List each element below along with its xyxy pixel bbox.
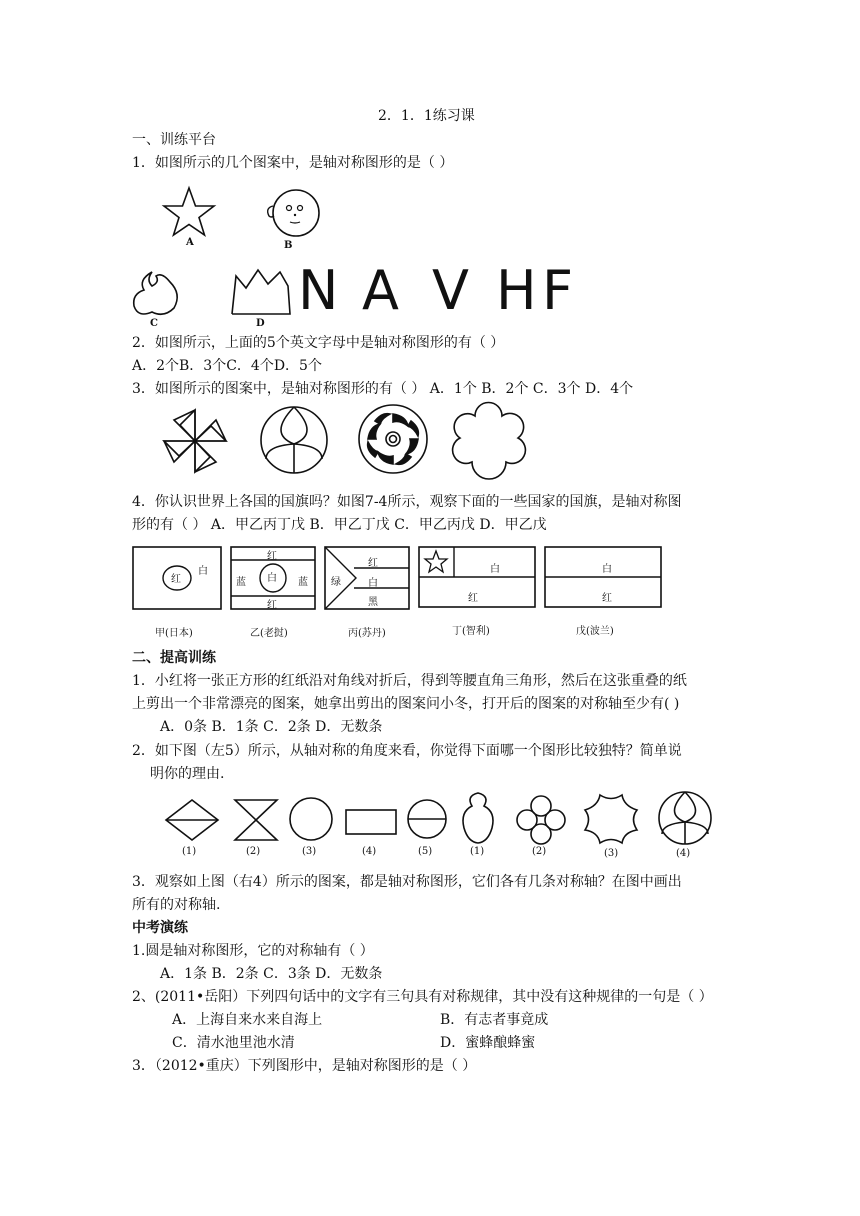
crown-figure xyxy=(228,266,294,316)
quatrefoil-figure xyxy=(514,794,568,846)
flag-laos-text-red-bottom: 红 xyxy=(267,600,277,611)
figure-label-c: C xyxy=(150,318,158,329)
letter-h: H xyxy=(496,259,537,322)
flag-laos-text-blue-left: 蓝 xyxy=(236,577,246,588)
right-label-3: (3) xyxy=(604,848,619,859)
rhombus-figure xyxy=(164,798,220,842)
letter-n: N xyxy=(298,259,339,322)
section2-q2-line1: 2．如下图（左5）所示，从轴对称的角度来看，你觉得下面哪一个图形比较独特？简单说 xyxy=(132,743,682,759)
left-label-5: (5) xyxy=(418,846,433,857)
flag-japan-caption: 甲(日本) xyxy=(155,628,193,639)
section3-q2-option-d: D．蜜蜂酿蜂蜜 xyxy=(440,1035,536,1051)
leaf-figure xyxy=(130,266,182,318)
right-label-2: (2) xyxy=(532,846,547,857)
right-label-1: (1) xyxy=(470,846,485,857)
left-label-4: (4) xyxy=(362,846,377,857)
section3-q2-option-c: C．清水池里池水清 xyxy=(172,1035,295,1051)
section2-q1-line1: 1．小红将一张正方形的红纸沿对角线对折后，得到等腰直角三角形，然后在这张重叠的纸 xyxy=(132,673,687,689)
hourglass-figure xyxy=(232,798,280,842)
section3-q2: 2、(2011•岳阳）下列四句话中的文字有三句具有对称规律，其中没有这种规律的一句是（ ） xyxy=(132,989,713,1005)
flag-japan-text-white: 白 xyxy=(198,566,208,577)
pinwheel-figure xyxy=(160,406,230,476)
plain-circle-figure xyxy=(288,796,334,842)
rectangle-figure xyxy=(344,808,398,836)
flag-poland-text-white: 白 xyxy=(602,564,612,575)
section3-q2-option-b: B．有志者事竟成 xyxy=(440,1012,549,1028)
flag-chile-text-red: 红 xyxy=(468,593,478,604)
section3-q1: 1.圆是轴对称图形，它的对称轴有（ ） xyxy=(132,943,374,959)
face-figure xyxy=(262,188,324,240)
scalloped-figure xyxy=(582,792,640,846)
left-label-1: (1) xyxy=(182,846,197,857)
section3-q3: 3．（2012•重庆）下列图形中，是轴对称图形的是（ ） xyxy=(132,1058,477,1074)
section1-q4-line2: 形的有（ ） A．甲乙丙丁戊 B．甲乙丁戊 C．甲乙丙戊 D．甲乙戊 xyxy=(132,517,547,533)
section3-q2-option-a: A．上海自来水来自海上 xyxy=(172,1012,323,1028)
flag-sudan-text-black: 黑 xyxy=(368,597,378,608)
trefoil-circle-figure xyxy=(656,790,714,846)
flag-laos-text-white: 白 xyxy=(267,573,277,584)
flag-chile-text-white: 白 xyxy=(490,564,500,575)
section2-q1-options: A．0条 B．1条 C．2条 D．无数条 xyxy=(160,719,383,735)
flag-sudan-text-red: 红 xyxy=(368,558,378,569)
right-label-4: (4) xyxy=(676,848,691,859)
section1-q3: 3．如图所示的图案中，是轴对称图形的有（ ） A．1个 B．2个 C．3个 D．4个 xyxy=(132,381,634,397)
letter-a: A xyxy=(362,259,399,322)
flower-figure xyxy=(452,404,526,474)
left-label-2: (2) xyxy=(246,846,261,857)
section3-heading: 中考演练 xyxy=(132,920,188,936)
section2-q3-line1: 3．观察如上图（右4）所示的图案，都是轴对称图形，它们各有几条对称轴？在图中画出 xyxy=(132,874,682,890)
section1-q2: 2．如图所示，上面的5个英文字母中是轴对称图形的有（ ） xyxy=(132,335,505,351)
figure-label-a: A xyxy=(186,237,194,248)
section2-q3-line2: 所有的对称轴. xyxy=(132,897,221,913)
gourd-figure xyxy=(458,790,498,846)
letter-f: F xyxy=(542,259,574,322)
flag-laos-text-blue-right: 蓝 xyxy=(298,577,308,588)
flag-poland-caption: 戊(波兰) xyxy=(576,626,614,637)
left-label-3: (3) xyxy=(302,846,317,857)
section2-q2-line2: 明你的理由. xyxy=(150,766,225,782)
flag-sudan-caption: 丙(苏丹) xyxy=(348,628,386,639)
split-circle-figure xyxy=(406,798,448,840)
section1-q1: 1．如图所示的几个图案中，是轴对称图形的是（ ） xyxy=(132,155,454,171)
flag-japan-text-red: 红 xyxy=(171,574,181,585)
figure-label-d: D xyxy=(256,318,265,329)
section2-heading: 二、提高训练 xyxy=(132,650,216,666)
letter-v: V xyxy=(432,259,469,322)
section3-q1-options: A．1条 B．2条 C．3条 D．无数条 xyxy=(160,966,383,982)
flag-sudan-text-green: 绿 xyxy=(331,577,341,588)
section1-heading: 一、训练平台 xyxy=(132,132,216,148)
flag-chile-caption: 丁(智利) xyxy=(452,626,490,637)
page-title: 2．1．1练习课 xyxy=(378,108,475,124)
flag-sudan-text-white: 白 xyxy=(368,578,378,589)
section1-q2-options: A．2个B．3个C．4个D．5个 xyxy=(132,358,322,374)
section1-q4-line1: 4．你认识世界上各国的国旗吗？如图7-4所示，观察下面的一些国家的国旗，是轴对称图 xyxy=(132,494,682,510)
circle-arcs-figure xyxy=(258,404,330,476)
star-figure xyxy=(160,184,220,240)
swirl-circle-figure xyxy=(356,402,430,476)
figure-label-b: B xyxy=(284,240,293,251)
section2-q1-line2: 上剪出一个非常漂亮的图案，她拿出剪出的图案问小冬，打开后的图案的对称轴至少有( ) xyxy=(132,696,680,712)
flag-laos-caption: 乙(老挝) xyxy=(250,628,288,639)
flag-laos-text-red-top: 红 xyxy=(267,551,277,562)
flag-poland-text-red: 红 xyxy=(602,593,612,604)
